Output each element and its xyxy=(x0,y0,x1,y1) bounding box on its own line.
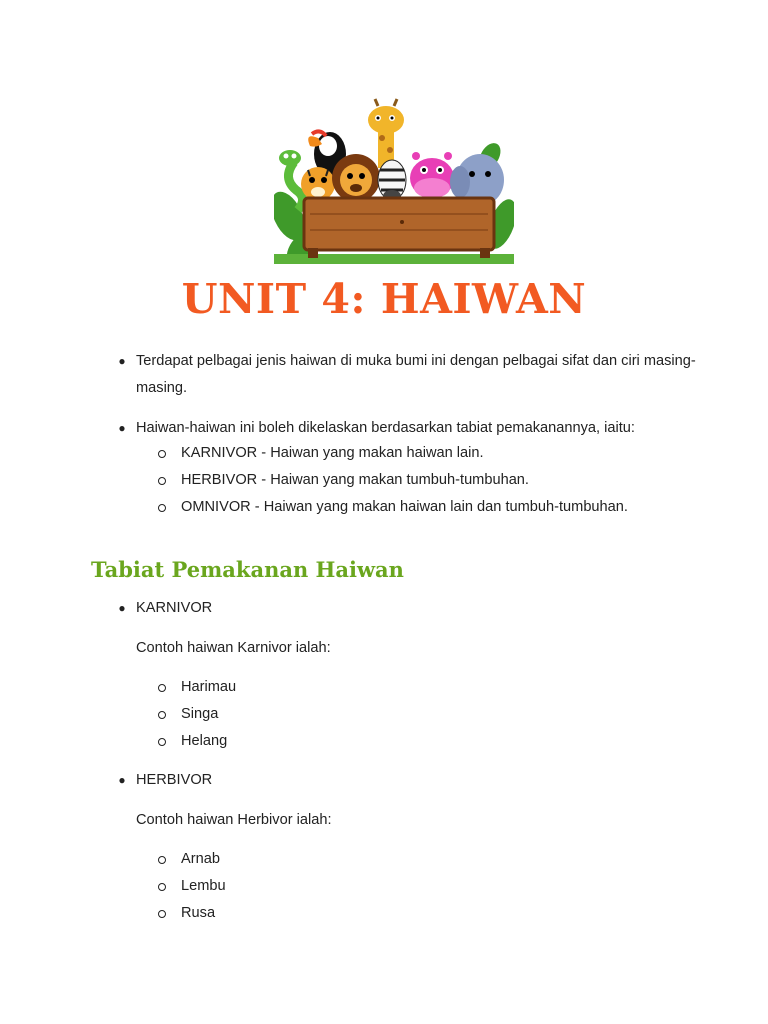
bullet-dot-icon: ● xyxy=(118,421,126,435)
bullet-text: Terdapat pelbagai jenis haiwan di muka bumi ini dengan pelbagai sifat dan ciri masing-masing. xyxy=(136,353,696,396)
animal-name: Singa xyxy=(181,706,219,722)
section-heading: Tabiat Pemakanan Haiwan xyxy=(91,557,404,582)
page-title: UNIT 4: HAIWAN xyxy=(181,275,587,323)
circle-bullet-icon xyxy=(158,450,166,458)
animal-item xyxy=(158,846,701,873)
sub-bullet-text: OMNIVOR - Haiwan yang makan haiwan lain dan tumbuh-tumbuhan. xyxy=(181,499,628,515)
sub-bullet xyxy=(158,440,701,467)
bullet-text: Haiwan-haiwan ini boleh dikelaskan berdasarkan tabiat pemakanannya, iaitu: xyxy=(136,420,635,436)
group-label-karnivor xyxy=(115,595,696,622)
animal-name: Helang xyxy=(181,733,228,749)
circle-bullet-icon xyxy=(158,910,166,918)
animal-item xyxy=(158,674,701,701)
bullet-dot-icon: ● xyxy=(118,354,126,368)
animal-item xyxy=(158,873,701,900)
sub-bullet-text: HERBIVOR - Haiwan yang makan tumbuh-tumbuhan. xyxy=(181,472,529,488)
sub-bullet xyxy=(158,494,701,521)
tiger xyxy=(301,167,335,201)
animal-name: Lembu xyxy=(181,878,226,894)
lion xyxy=(332,154,380,202)
animal-name: Arnab xyxy=(181,851,220,867)
sub-bullet-text: KARNIVOR - Haiwan yang makan haiwan lain. xyxy=(181,445,484,461)
circle-bullet-icon xyxy=(158,711,166,719)
example-text: Contoh haiwan Karnivor ialah: xyxy=(136,640,331,656)
bullet-dot-icon: ● xyxy=(118,601,126,615)
zebra xyxy=(378,160,406,202)
circle-bullet-icon xyxy=(158,856,166,864)
group-label: HERBIVOR xyxy=(136,772,213,788)
intro-bullet xyxy=(115,415,696,442)
cartoon-animals-sign-icon xyxy=(274,98,514,264)
intro-bullet xyxy=(115,348,696,402)
circle-bullet-icon xyxy=(158,684,166,692)
example-text: Contoh haiwan Herbivor ialah: xyxy=(136,812,332,828)
group-label-herbivor xyxy=(115,767,696,794)
bullet-dot-icon: ● xyxy=(118,773,126,787)
circle-bullet-icon xyxy=(158,504,166,512)
giraffe xyxy=(368,99,404,168)
wooden-sign xyxy=(304,198,494,258)
hippo xyxy=(410,152,454,198)
sub-bullet xyxy=(158,467,701,494)
group-label: KARNIVOR xyxy=(136,600,213,616)
animal-name: Rusa xyxy=(181,905,216,921)
animal-item xyxy=(158,728,701,755)
animal-item xyxy=(158,701,701,728)
animal-name: Harimau xyxy=(181,679,237,695)
circle-bullet-icon xyxy=(158,738,166,746)
circle-bullet-icon xyxy=(158,477,166,485)
animal-item xyxy=(158,900,701,927)
circle-bullet-icon xyxy=(158,883,166,891)
